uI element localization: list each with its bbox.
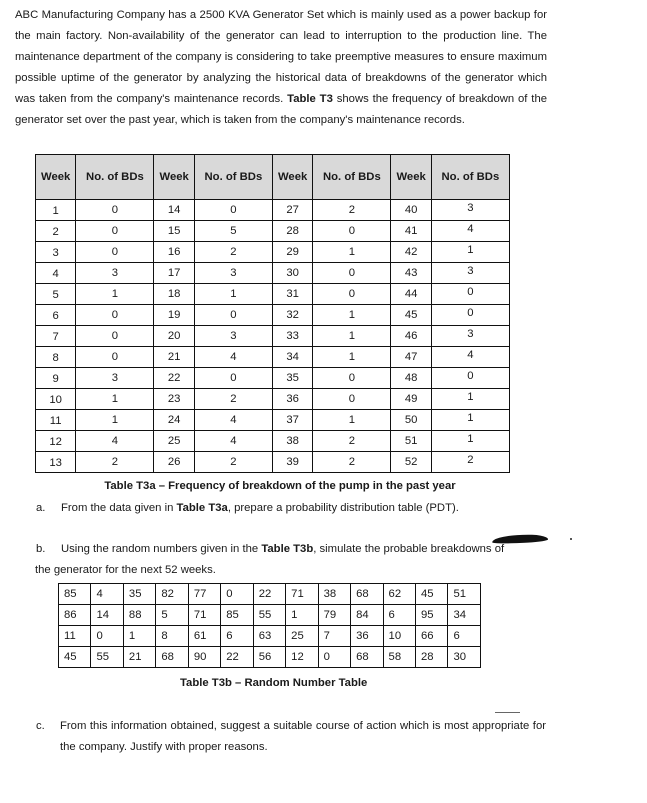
header-week: Week bbox=[154, 155, 194, 200]
question-b-text-1: Using the random numbers given in the bbox=[61, 543, 262, 555]
week-cell: 17 bbox=[154, 263, 194, 284]
breakdowns-cell: 0 bbox=[313, 221, 391, 242]
week-cell: 32 bbox=[272, 305, 312, 326]
table-row bbox=[36, 389, 510, 410]
random-number-cell: 68 bbox=[156, 647, 188, 668]
breakdowns-cell: 0 bbox=[76, 221, 154, 242]
breakdowns-cell: 0 bbox=[76, 200, 154, 221]
breakdowns-cell: 0 bbox=[431, 284, 509, 305]
week-cell: 23 bbox=[154, 389, 194, 410]
week-cell: 42 bbox=[391, 242, 431, 263]
question-a-text-1: From the data given in bbox=[61, 502, 177, 514]
breakdowns-cell: 2 bbox=[194, 452, 272, 473]
question-a-label: a. bbox=[36, 502, 46, 514]
header-week: Week bbox=[391, 155, 431, 200]
random-number-cell: 45 bbox=[415, 584, 447, 605]
breakdowns-cell: 2 bbox=[313, 431, 391, 452]
question-c bbox=[36, 716, 546, 758]
random-number-cell: 14 bbox=[91, 605, 123, 626]
breakdowns-cell: 1 bbox=[313, 305, 391, 326]
week-cell: 46 bbox=[391, 326, 431, 347]
breakdowns-cell: 1 bbox=[76, 410, 154, 431]
random-number-cell: 25 bbox=[286, 626, 318, 647]
breakdowns-cell: 2 bbox=[313, 452, 391, 473]
week-cell: 37 bbox=[272, 410, 312, 431]
week-cell: 36 bbox=[272, 389, 312, 410]
random-number-cell: 11 bbox=[59, 626, 91, 647]
table-row bbox=[36, 305, 510, 326]
breakdowns-cell: 0 bbox=[76, 326, 154, 347]
header-no-of-bds: No. of BDs bbox=[76, 155, 154, 200]
header-week: Week bbox=[272, 155, 312, 200]
intro-paragraph bbox=[15, 5, 547, 130]
week-cell: 3 bbox=[36, 242, 76, 263]
breakdowns-cell: 4 bbox=[431, 221, 509, 242]
breakdowns-cell: 1 bbox=[431, 242, 509, 263]
random-number-table bbox=[58, 583, 481, 668]
random-number-cell: 1 bbox=[123, 626, 155, 647]
breakdowns-cell: 4 bbox=[431, 347, 509, 368]
week-cell: 1 bbox=[36, 200, 76, 221]
intro-table-ref: Table T3 bbox=[287, 92, 333, 105]
table-row bbox=[36, 452, 510, 473]
table-row bbox=[36, 410, 510, 431]
week-cell: 10 bbox=[36, 389, 76, 410]
week-cell: 49 bbox=[391, 389, 431, 410]
random-number-cell: 85 bbox=[221, 605, 253, 626]
random-number-cell: 45 bbox=[59, 647, 91, 668]
random-number-cell: 0 bbox=[91, 626, 123, 647]
random-number-cell: 71 bbox=[286, 584, 318, 605]
breakdowns-cell: 0 bbox=[313, 389, 391, 410]
random-number-cell: 62 bbox=[383, 584, 415, 605]
breakdowns-cell: 0 bbox=[194, 200, 272, 221]
table-row bbox=[36, 242, 510, 263]
week-cell: 45 bbox=[391, 305, 431, 326]
week-cell: 38 bbox=[272, 431, 312, 452]
random-number-cell: 56 bbox=[253, 647, 285, 668]
breakdowns-cell: 0 bbox=[431, 368, 509, 389]
week-cell: 30 bbox=[272, 263, 312, 284]
random-number-cell: 6 bbox=[383, 605, 415, 626]
week-cell: 8 bbox=[36, 347, 76, 368]
random-number-cell: 7 bbox=[318, 626, 350, 647]
random-number-cell: 36 bbox=[351, 626, 383, 647]
breakdowns-cell: 1 bbox=[431, 431, 509, 452]
breakdowns-cell: 0 bbox=[76, 305, 154, 326]
week-cell: 43 bbox=[391, 263, 431, 284]
breakdowns-cell: 4 bbox=[76, 431, 154, 452]
week-cell: 51 bbox=[391, 431, 431, 452]
question-b-continuation: the generator for the next 52 weeks. bbox=[35, 563, 216, 576]
random-number-cell: 58 bbox=[383, 647, 415, 668]
random-number-cell: 6 bbox=[221, 626, 253, 647]
week-cell: 2 bbox=[36, 221, 76, 242]
breakdown-frequency-table bbox=[35, 154, 510, 473]
random-number-cell: 63 bbox=[253, 626, 285, 647]
week-cell: 22 bbox=[154, 368, 194, 389]
random-number-cell: 30 bbox=[448, 647, 481, 668]
header-no-of-bds: No. of BDs bbox=[431, 155, 509, 200]
question-a bbox=[36, 498, 459, 519]
week-cell: 12 bbox=[36, 431, 76, 452]
week-cell: 47 bbox=[391, 347, 431, 368]
table-row bbox=[36, 200, 510, 221]
breakdowns-cell: 3 bbox=[194, 263, 272, 284]
breakdowns-cell: 0 bbox=[313, 263, 391, 284]
random-number-cell: 4 bbox=[91, 584, 123, 605]
week-cell: 26 bbox=[154, 452, 194, 473]
week-cell: 33 bbox=[272, 326, 312, 347]
week-cell: 35 bbox=[272, 368, 312, 389]
week-cell: 29 bbox=[272, 242, 312, 263]
week-cell: 13 bbox=[36, 452, 76, 473]
breakdowns-cell: 2 bbox=[76, 452, 154, 473]
week-cell: 21 bbox=[154, 347, 194, 368]
random-number-cell: 68 bbox=[351, 584, 383, 605]
breakdowns-cell: 2 bbox=[194, 389, 272, 410]
random-number-cell: 61 bbox=[188, 626, 220, 647]
breakdowns-cell: 3 bbox=[76, 368, 154, 389]
week-cell: 27 bbox=[272, 200, 312, 221]
week-cell: 48 bbox=[391, 368, 431, 389]
question-b-table-ref: Table T3b bbox=[261, 543, 314, 555]
week-cell: 31 bbox=[272, 284, 312, 305]
breakdowns-cell: 2 bbox=[313, 200, 391, 221]
random-number-cell: 95 bbox=[415, 605, 447, 626]
random-number-cell: 1 bbox=[286, 605, 318, 626]
breakdowns-cell: 1 bbox=[431, 389, 509, 410]
stray-dot bbox=[570, 538, 572, 540]
table-row bbox=[36, 284, 510, 305]
week-cell: 19 bbox=[154, 305, 194, 326]
week-cell: 14 bbox=[154, 200, 194, 221]
breakdowns-cell: 1 bbox=[313, 347, 391, 368]
random-number-cell: 85 bbox=[59, 584, 91, 605]
header-no-of-bds: No. of BDs bbox=[313, 155, 391, 200]
random-number-row bbox=[59, 605, 481, 626]
question-c-label: c. bbox=[36, 720, 45, 732]
week-cell: 7 bbox=[36, 326, 76, 347]
header-no-of-bds: No. of BDs bbox=[194, 155, 272, 200]
breakdowns-cell: 3 bbox=[431, 200, 509, 221]
table-row bbox=[36, 431, 510, 452]
week-cell: 4 bbox=[36, 263, 76, 284]
breakdowns-cell: 3 bbox=[431, 326, 509, 347]
random-number-cell: 68 bbox=[351, 647, 383, 668]
random-number-cell: 6 bbox=[448, 626, 481, 647]
random-number-row bbox=[59, 626, 481, 647]
week-cell: 16 bbox=[154, 242, 194, 263]
intro-text-1: ABC Manufacturing Company has a 2500 KVA Generator Set which is mainly used as a power backup for the main factory. Non-availability of the generator can lead to interruption to the production line. The maintenance department of the company is considering to take preemptive measures to ensure maximum possible uptime of the generator by analyzing the historical data of breakdowns of the generator which was taken from the company's maintenance records. bbox=[15, 9, 547, 105]
breakdowns-cell: 1 bbox=[313, 242, 391, 263]
breakdowns-cell: 0 bbox=[194, 368, 272, 389]
breakdowns-cell: 0 bbox=[76, 242, 154, 263]
header-week: Week bbox=[36, 155, 76, 200]
random-number-cell: 84 bbox=[351, 605, 383, 626]
week-cell: 41 bbox=[391, 221, 431, 242]
random-number-cell: 0 bbox=[221, 584, 253, 605]
week-cell: 50 bbox=[391, 410, 431, 431]
random-number-cell: 12 bbox=[286, 647, 318, 668]
random-number-cell: 55 bbox=[253, 605, 285, 626]
random-number-cell: 79 bbox=[318, 605, 350, 626]
question-c-text: From this information obtained, suggest a suitable course of action which is most appropriate for the company. Justify with proper reasons. bbox=[60, 720, 546, 753]
breakdowns-cell: 5 bbox=[194, 221, 272, 242]
random-number-cell: 35 bbox=[123, 584, 155, 605]
breakdowns-cell: 0 bbox=[431, 305, 509, 326]
breakdowns-cell: 3 bbox=[431, 263, 509, 284]
breakdowns-cell: 0 bbox=[194, 305, 272, 326]
breakdowns-cell: 1 bbox=[313, 326, 391, 347]
week-cell: 5 bbox=[36, 284, 76, 305]
random-number-cell: 34 bbox=[448, 605, 481, 626]
breakdowns-cell: 1 bbox=[76, 389, 154, 410]
random-number-cell: 77 bbox=[188, 584, 220, 605]
week-cell: 28 bbox=[272, 221, 312, 242]
table-t3a-caption: Table T3a – Frequency of breakdown of the pump in the past year bbox=[104, 480, 456, 492]
table-row bbox=[36, 326, 510, 347]
table-row bbox=[36, 347, 510, 368]
intro-text-2: shows the frequency of breakdown of the generator set over the past year, which is taken from the company's maintenance records. bbox=[15, 92, 548, 126]
random-number-cell: 22 bbox=[253, 584, 285, 605]
breakdowns-cell: 2 bbox=[431, 452, 509, 473]
breakdowns-cell: 3 bbox=[76, 263, 154, 284]
random-number-row bbox=[59, 647, 481, 668]
question-b-text-2: , simulate the probable breakdowns of bbox=[313, 543, 505, 555]
breakdowns-cell: 1 bbox=[431, 410, 509, 431]
question-b bbox=[36, 539, 536, 581]
breakdowns-cell: 0 bbox=[313, 368, 391, 389]
breakdowns-cell: 2 bbox=[194, 242, 272, 263]
table-t3b-caption: Table T3b – Random Number Table bbox=[180, 677, 368, 689]
random-number-cell: 8 bbox=[156, 626, 188, 647]
table-row bbox=[36, 263, 510, 284]
random-number-cell: 10 bbox=[383, 626, 415, 647]
table-header-row bbox=[36, 155, 510, 200]
random-number-cell: 51 bbox=[448, 584, 481, 605]
week-cell: 6 bbox=[36, 305, 76, 326]
random-number-cell: 38 bbox=[318, 584, 350, 605]
week-cell: 15 bbox=[154, 221, 194, 242]
table-row bbox=[36, 368, 510, 389]
random-number-cell: 90 bbox=[188, 647, 220, 668]
week-cell: 40 bbox=[391, 200, 431, 221]
random-number-cell: 0 bbox=[318, 647, 350, 668]
breakdowns-cell: 3 bbox=[194, 326, 272, 347]
week-cell: 11 bbox=[36, 410, 76, 431]
random-number-cell: 71 bbox=[188, 605, 220, 626]
week-cell: 20 bbox=[154, 326, 194, 347]
breakdowns-cell: 1 bbox=[194, 284, 272, 305]
week-cell: 39 bbox=[272, 452, 312, 473]
stray-mark bbox=[495, 712, 520, 713]
random-number-cell: 5 bbox=[156, 605, 188, 626]
question-a-text-2: , prepare a probability distribution table (PDT). bbox=[227, 502, 459, 514]
question-b-label: b. bbox=[36, 543, 46, 555]
random-number-cell: 66 bbox=[415, 626, 447, 647]
table-row bbox=[36, 221, 510, 242]
question-a-table-ref: Table T3a bbox=[176, 502, 228, 514]
random-number-cell: 88 bbox=[123, 605, 155, 626]
random-number-cell: 28 bbox=[415, 647, 447, 668]
week-cell: 52 bbox=[391, 452, 431, 473]
week-cell: 18 bbox=[154, 284, 194, 305]
random-number-cell: 22 bbox=[221, 647, 253, 668]
random-number-cell: 55 bbox=[91, 647, 123, 668]
random-number-row bbox=[59, 584, 481, 605]
breakdowns-cell: 4 bbox=[194, 410, 272, 431]
week-cell: 34 bbox=[272, 347, 312, 368]
breakdowns-cell: 0 bbox=[76, 347, 154, 368]
week-cell: 44 bbox=[391, 284, 431, 305]
week-cell: 25 bbox=[154, 431, 194, 452]
random-number-cell: 86 bbox=[59, 605, 91, 626]
random-number-cell: 21 bbox=[123, 647, 155, 668]
breakdowns-cell: 1 bbox=[313, 410, 391, 431]
breakdowns-cell: 4 bbox=[194, 347, 272, 368]
breakdowns-cell: 1 bbox=[76, 284, 154, 305]
week-cell: 9 bbox=[36, 368, 76, 389]
breakdowns-cell: 4 bbox=[194, 431, 272, 452]
random-number-cell: 82 bbox=[156, 584, 188, 605]
breakdowns-cell: 0 bbox=[313, 284, 391, 305]
week-cell: 24 bbox=[154, 410, 194, 431]
